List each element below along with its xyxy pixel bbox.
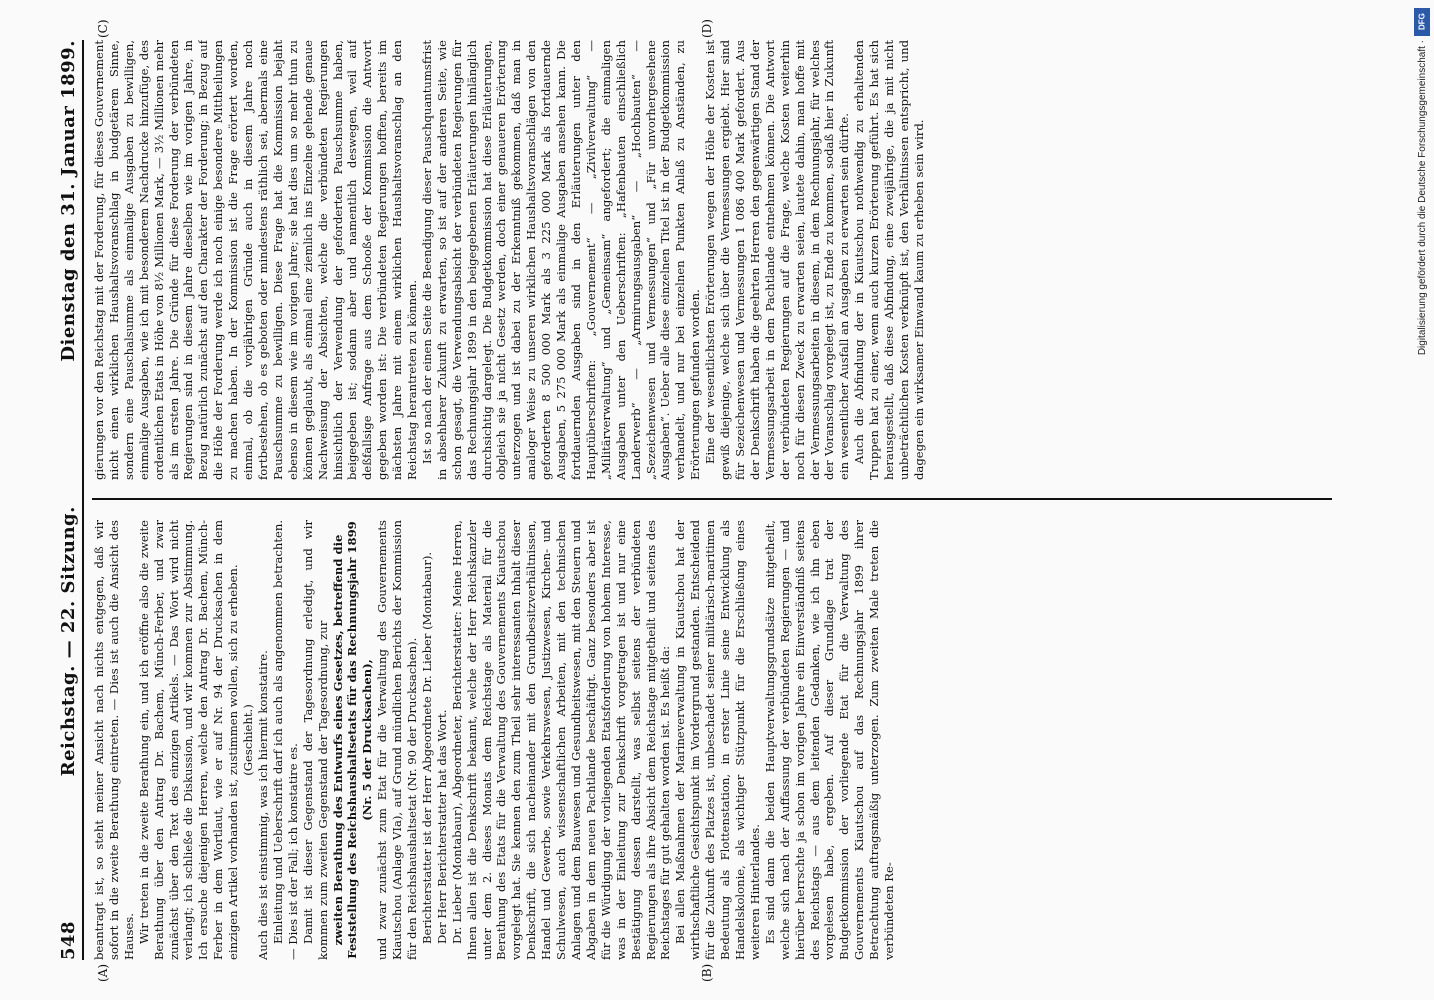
header-right-title: Dienstag den 31. Januar 1899.	[58, 40, 79, 362]
digitization-credit: Digitalisierung gefördert durch die Deutsche Forschungsgemeinschaft ·	[1417, 40, 1428, 356]
paragraph: Dr. Lieber (Montabaur), Abgeordneter, Berichterstatter: Meine Herren, Ihnen allen ist die Denkschrift bekannt, welche der Herr Reichskanzler unter dem 2. dieses Monats dem Reichstage als Material für die Berathung des Etats für die Verwaltung des Gouvernements Kiautschou vorgelegt hat. Sie kennen den zum Theil sehr interessanten Inhalt dieser Denkschrift, die sich nacheinander mit den Grundbesitzverhältnissen, Handel und Gewerbe, sowie Verkehrswesen, Justizwesen, Kirchen- und Schulwesen, auch wissenschaftlichen Arbeiten, mit den technischen Anlagen und dem Bauwesen und Gesundheitswesen, mit den Steuern und Abgaben in dem neuen Pachtlande beschäftigt. Ganz besonders aber ist für die Würdigung der vorliegenden Etatsforderung von hohem Interesse, was in der Einleitung zur Denkschrift vorgetragen ist und nur eine Bestätigung dessen darstellt, was selbst seitens der verbündeten Regierungen als ihre Absicht dem Reichstage mitgetheilt und seitens des Reichstages für gut gehalten worden ist. Es heißt da:	[449, 520, 673, 960]
paragraph: und zwar zunächst zum Etat für die Verwaltung des Gouvernements Kiautschou (Anlage VIa), auf Grund mündlichen Berichts der Kommission für den Reichshaushaltsetat (Nr. 90 der Drucksachen).	[375, 520, 420, 960]
paragraph: Damit ist dieser Gegenstand der Tagesordnung erledigt, und wir kommen zum zweiten Gegenstand der Tagesordnung, zur	[300, 520, 330, 960]
margin-marker-d: (D)	[700, 19, 714, 38]
dfg-logo: DFG	[1414, 8, 1430, 36]
paragraph: (Geschieht.)	[241, 704, 256, 776]
paragraph: Ist so nach der einen Seite die Beendigung dieser Pauschquantumsfrist in absehbarer Zukunft zu erwarten, so ist auf der anderen Seite, wie schon gesagt, die Verwendungsabsicht der verbündeten Regierungen für das Rechnungsjahr 1899 in den beigegebenen Erläuterungen hinlänglich durchsichtig dargelegt. Die Budgetkommission hat diese Erläuterungen, obgleich sie ja nicht Gesetz werden, doch einer genaueren Erörterung unterzogen und ist dabei zu der Erkenntniß gekommen, daß man in analoger Weise zu unseren wirklichen Haushaltsvoranschlägen von den geforderten 8 500 000 Mark als 3 225 000 Mark als fortdauernde Ausgaben, 5 275 000 Mark als einmalige Ausgaben ansehen kann. Die fortdauernden Ausgaben sind in den Erläuterungen unter den Hauptüberschriften: „Gouvernement“ — „Zivilverwaltung“ — „Militärverwaltung“ und „Gemeinsam“ angefordert; die einmaligen Ausgaben unter den Ueberschriften: „Hafenbauten einschließlich Landerwerb“ — „Armirungsausgaben“ — „Hochbauten“ — „Sezeichenwesen und Vermessungen“ und „Für unvorhergesehene Ausgaben“. Ueber alle diese einzelnen Titel ist in der Budgetkommission verhandelt, und nur bei einzelnen Punkten Anlaß zu Anständen, zu Erörterungen gefunden worden.	[419, 40, 703, 480]
paragraph: Auch die Abfindung der in Kiautschou nothwendig zu erhaltenden Truppen hat zu einer, wenn auch kurzen Erörterung geführt. Es hat sich herausgestellt, daß diese Abfindung, eine zweijährige, die ja mit nicht unbeträchtlichen Kosten verknüpft ist, den Verhältnissen entspricht, und dagegen ein wirksamer Einwand kaum zu erheben sein wird.	[852, 40, 926, 480]
paragraph: Wir treten in die zweite Berathung ein, und ich eröffne also die zweite Berathung über den Antrag Dr. Bachem, Münch-Ferber, und zwar zunächst über den Text des einzigen Artikels. — Das Wort wird nicht verlangt; ich schließe die Diskussion, und wir kommen zur Abstimmung. Ich ersuche diejenigen Herren, welche den Antrag Dr. Bachem, Münch-Ferber in dem Wortlaut, wie er auf Nr. 94 der Drucksachen in dem einzigen Artikel vorhanden ist, zustimmen wollen, sich zu erheben.	[136, 520, 241, 960]
margin-marker-a: (A)	[96, 963, 110, 982]
paragraph: Berichterstatter ist der Herr Abgeordnete Dr. Lieber (Montabaur).	[419, 551, 434, 944]
header-rule	[82, 40, 84, 960]
paragraph: Eine der wesentlichsten Erörterungen wegen der Höhe der Kosten ist gewiß diejenige, welche sich über die Vermessungen ergiebt. Hier sind für Sezeichenwesen und Vermessungen 1 086 400 Mark gefordert. Aus der Denkschrift haben die geehrten Herren den gegenwärtigen Stand der Vermessungsarbeit in dem Pachtlande entnehmen können. Die Antwort der verbündeten Regierungen auf die Frage, welche Kosten weiterhin noch für diesen Zweck zu erwarten seien, lautete dahin, man hoffe mit der Vermessungsarbeiten in diesem, in dem Rechnungsjahr, für welches der Voranschlag vorgelegt ist, zu Ende zu kommen, sodaß hier in Zukunft ein wesentlicher Ausfall an Ausgaben zu erwarten sein dürfte.	[703, 40, 852, 480]
left-column	[92, 520, 1332, 960]
page-header	[55, 40, 79, 960]
column-divider	[92, 498, 1332, 500]
header-left-title: Reichstag. — 22. Sitzung.	[58, 506, 79, 777]
paragraph: Einleitung und Ueberschrift darf ich auch als angenommen betrachten. — Dies ist der Fall; ich konstatire es.	[270, 520, 300, 960]
paragraph: Auch dies ist einstimmig, was ich hiermit konstatire.	[255, 650, 270, 960]
page-number: 548	[58, 920, 79, 960]
right-column	[92, 40, 1332, 480]
paragraph: gierungen vor den Reichstag mit der Forderung, für dieses Gouvernement nicht einen wirklichen Haushaltsvoranschlag in budgetärem Sinne, sondern eine Pauschalsumme als einmalige Ausgaben zu bewilligen, einmalige Ausgaben, wie ich mit besonderem Nachdrucke hinzufüge, des ordentlichen Etats in Höhe von 8½ Millionen Mark, — 3½ Millionen mehr als im ersten Jahre. Die Gründe für diese Forderung der verbündeten Regierungen sind in diesem Jahre dieselben wie im vorigen Jahre, in Bezug natürlich zunächst auf den Charakter der Forderung; in Bezug auf die Höhe der Forderung werde ich noch einige besondere Mittheilungen zu machen haben. In der Kommission ist die Frage erörtert worden, einmal, ob die vorjährigen Gründe auch in diesem Jahre noch fortbestehen, ob es geboten oder mindestens räthlich sei, abermals eine Pauschsumme zu bewilligen. Diese Frage hat die Kommission bejaht ebenso in diesem wie im vorigen Jahre; sie hat dies um so mehr thun zu können geglaubt, als einmal eine ziemlich ins Einzelne gehende genaue Nachweisung der Absichten, welche die verbündeten Regierungen hinsichtlich der Verwendung der geforderten Pauschsumme haben, beigegeben ist; sodann aber und namentlich deswegen, weil auf deßfallsige Anfrage aus dem Schooße der Kommission die Antwort gegeben worden ist: Die verbündeten Regierungen hofften, bereits im nächsten Jahre mit einem wirklichen Haushaltsvoranschlag an den Reichstag herantreten zu können.	[92, 40, 420, 480]
margin-marker-c: (C)	[96, 19, 110, 38]
paragraph: Der Herr Berichterstatter hat das Wort.	[434, 709, 449, 944]
margin-marker-b: (B)	[700, 963, 714, 982]
paragraph: beantragt ist, so steht meiner Ansicht nach nichts entgegen, daß wir sofort in die zweite Berathung eintreten. — Dies ist auch die Ansicht des Hauses.	[92, 520, 136, 960]
paragraph: Bei allen Maßnahmen der Marineverwaltung in Kiautschou hat der wirthschaftliche Gesichtspunkt im Vordergrund gestanden. Entscheidend für die Zukunft des Platzes ist, unbeschadet seiner militärisch-maritimen Bedeutung als Flottenstation, in erster Linie seine Entwicklung als Handelskolonie, als wichtiger Stützpunkt für die Erschließung eines weiteren Hinterlandes.	[673, 520, 762, 960]
paragraph: zweiten Berathung des Entwurfs eines Gesetzes, betreffend die Feststellung des Reichshaushaltsetats für das Rechnungsjahr 1899 (Nr. 5 der Drucksachen),	[330, 521, 375, 959]
paragraph: Es sind dann die beiden Hauptverwaltungsgrundsätze mitgetheilt, welche sich nach der Auffassung der verbündeten Regierungen — und hierüber herrschte ja schon im vorigen Jahre ein Einverständniß seitens des Reichstags — aus dem leitenden Gedanken, wie ich ihn eben vorgelesen habe, ergeben. Auf dieser Grundlage trat der Budgetkommission der vorliegende Etat für die Verwaltung des Gouvernements Kiautschou auf das Rechnungsjahr 1899 ihrer Betrachtung auftragsmäßig unterzogen. Zum zweiten Male treten die verbündeten Re-	[762, 520, 897, 960]
